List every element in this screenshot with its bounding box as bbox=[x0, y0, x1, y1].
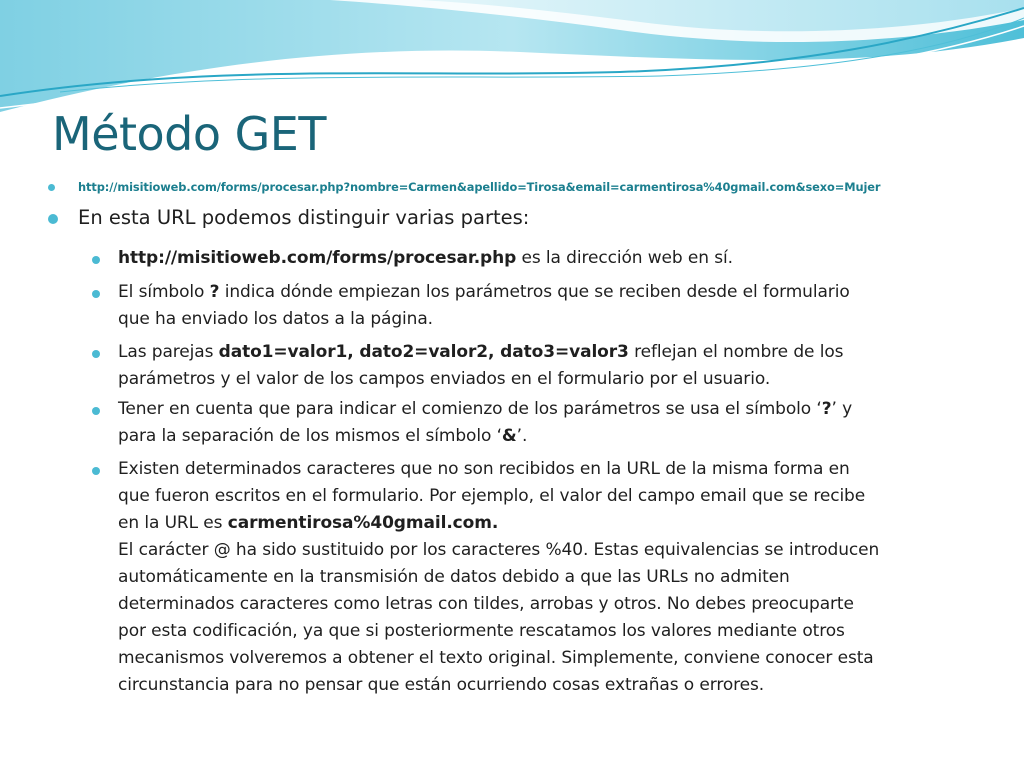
list-item-2-line-1: El símbolo ? indica dónde empiezan los parámetros que se reciben desde el formulario bbox=[118, 282, 850, 302]
bullet-dot bbox=[48, 184, 55, 191]
list-item-5-line-2: que fueron escritos en el formulario. Por ejemplo, el valor del campo email que se recibe bbox=[118, 486, 866, 506]
intro-text: En esta URL podemos distinguir varias partes: bbox=[78, 206, 530, 229]
list-item-5-line-8: mecanismos volveremos a obtener el texto original. Simplemente, conviene conocer esta bbox=[118, 648, 874, 668]
list-item-4-line-1: Tener en cuenta que para indicar el comienzo de los parámetros se usa el símbolo ‘?’ y bbox=[118, 399, 853, 419]
slide-title: Método GET bbox=[52, 107, 326, 161]
list-item-2-line-2: que ha enviado los datos a la página. bbox=[118, 309, 433, 329]
list-item-5-line-7: por esta codificación, ya que si posteriormente rescatamos los valores mediante otros bbox=[118, 621, 845, 641]
list-item-4-line-2: para la separación de los mismos el símbolo ‘&’. bbox=[118, 426, 528, 446]
url-example-line: http://misitioweb.com/forms/procesar.php?nombre=Carmen&apellido=Tirosa&email=carmentirosa%40gmail.com&sexo=Mujer bbox=[78, 180, 881, 194]
list-item-5-line-1: Existen determinados caracteres que no son recibidos en la URL de la misma forma en bbox=[118, 459, 850, 479]
list-item-3-line-1: Las parejas dato1=valor1, dato2=valor2, dato3=valor3 reflejan el nombre de los bbox=[118, 342, 844, 362]
list-item-5-line-3: en la URL es carmentirosa%40gmail.com. bbox=[118, 513, 499, 533]
bullet-dot bbox=[48, 214, 58, 224]
list-item-5-line-9: circunstancia para no pensar que están ocurriendo cosas extrañas o errores. bbox=[118, 675, 765, 695]
bullet-dot bbox=[92, 407, 100, 415]
bullet-dot bbox=[92, 350, 100, 358]
list-item-5-line-4: El carácter @ ha sido sustituido por los caracteres %40. Estas equivalencias se introducen bbox=[118, 540, 880, 560]
list-item-5-line-5: automáticamente en la transmisión de datos debido a que las URLs no admiten bbox=[118, 567, 790, 587]
bullet-dot bbox=[92, 290, 100, 298]
list-item-5-line-6: determinados caracteres como letras con tildes, arrobas y otros. No debes preocuparte bbox=[118, 594, 854, 614]
base-url: http://misitioweb.com/forms/procesar.php bbox=[118, 248, 517, 268]
bullet-dot bbox=[92, 256, 100, 264]
list-item-3-line-2: parámetros y el valor de los campos enviados en el formulario por el usuario. bbox=[118, 369, 771, 389]
list-item-1: http://misitioweb.com/forms/procesar.php es la dirección web en sí. bbox=[118, 248, 733, 268]
bullet-dot bbox=[92, 467, 100, 475]
